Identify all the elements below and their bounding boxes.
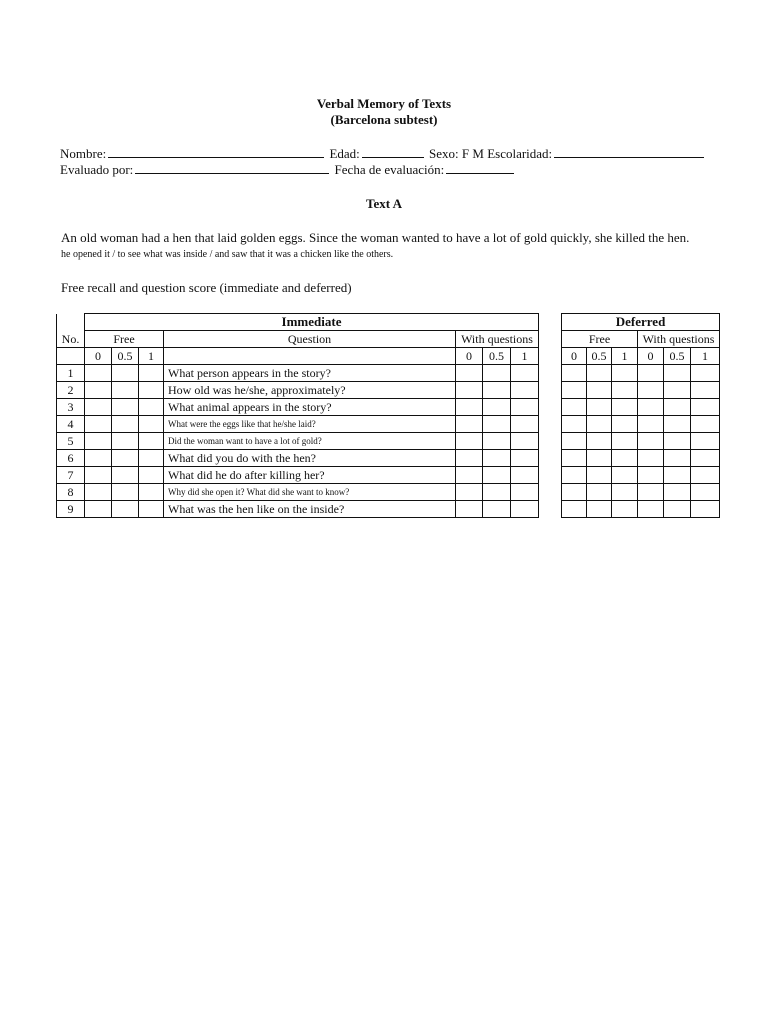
wq-score-0-5-cell[interactable]	[664, 365, 691, 382]
wq-score-1-cell[interactable]	[511, 484, 539, 501]
wq-score-0-cell[interactable]	[456, 450, 483, 467]
form-row-1	[60, 146, 706, 162]
table-row	[562, 382, 720, 399]
wq-score-1-cell[interactable]	[691, 382, 720, 399]
wq-score-0-cell[interactable]	[456, 501, 483, 518]
col-question-header: Question	[164, 331, 456, 348]
free-score-0-cell[interactable]	[85, 416, 112, 433]
table-row	[562, 501, 720, 518]
table-row	[562, 399, 720, 416]
wq-score-0-cell[interactable]	[456, 399, 483, 416]
free-score-0-cell[interactable]	[562, 450, 587, 467]
wq-score-0-5-cell[interactable]	[483, 450, 511, 467]
wq-score-0-5-cell[interactable]	[483, 382, 511, 399]
wq-score-0-5-cell[interactable]	[664, 484, 691, 501]
wq-score-0-cell[interactable]	[456, 416, 483, 433]
free-score-1-cell[interactable]	[139, 416, 164, 433]
wq-score-0-cell[interactable]	[456, 433, 483, 450]
table-header-row	[562, 331, 720, 348]
free-score-0-cell[interactable]	[85, 450, 112, 467]
free-score-0-cell[interactable]	[562, 484, 587, 501]
free-score-0-cell[interactable]	[562, 416, 587, 433]
wq-score-0-5-cell[interactable]	[483, 484, 511, 501]
row-number: 6	[57, 450, 85, 467]
free-score-0-cell[interactable]	[85, 501, 112, 518]
fecha-label: Fecha de evaluación:	[334, 162, 445, 177]
free-score-1-cell[interactable]	[612, 416, 638, 433]
row-number: 4	[57, 416, 85, 433]
free-score-0-cell[interactable]	[562, 433, 587, 450]
free-score-0-5-cell[interactable]	[112, 365, 139, 382]
free-score-1-cell[interactable]	[139, 467, 164, 484]
document-subtitle: (Barcelona subtest)	[330, 112, 438, 127]
table-row	[57, 450, 539, 467]
free-score-0-cell[interactable]	[85, 382, 112, 399]
free-score-1: 1	[139, 348, 164, 365]
wq-score-0-cell[interactable]	[638, 484, 664, 501]
score-levels-row: 0 0.5 1 0 0.5 1	[562, 348, 720, 365]
free-score-1-cell[interactable]	[139, 399, 164, 416]
form-row-2	[60, 162, 516, 178]
wq-score-0-5-cell[interactable]	[483, 399, 511, 416]
free-score-1-cell[interactable]	[612, 382, 638, 399]
free-score-0-cell[interactable]	[85, 365, 112, 382]
wq-score-1-cell[interactable]	[511, 416, 539, 433]
wq-score-0-5-cell[interactable]	[664, 450, 691, 467]
free-score-0-5-cell[interactable]	[587, 467, 612, 484]
wq-score-0-cell[interactable]	[638, 433, 664, 450]
free-score-0-5-cell[interactable]	[112, 399, 139, 416]
free-score-0-5-cell[interactable]	[112, 450, 139, 467]
free-score-0-cell[interactable]	[85, 433, 112, 450]
free-score-0-5-cell[interactable]	[587, 433, 612, 450]
question-text: Why did she open it? What did she want to know?	[164, 484, 456, 501]
free-score-1-cell[interactable]	[612, 484, 638, 501]
free-score-1-cell[interactable]	[139, 382, 164, 399]
wq-score-0-cell[interactable]	[638, 450, 664, 467]
nombre-field[interactable]	[108, 147, 324, 158]
question-text: Did the woman want to have a lot of gold?	[164, 433, 456, 450]
question-text: What were the eggs like that he/she laid?	[164, 416, 456, 433]
wq-score-0-cell[interactable]	[638, 501, 664, 518]
evaluado-field[interactable]	[135, 163, 329, 174]
table-row	[562, 467, 720, 484]
wq-score-0-5-cell[interactable]	[483, 433, 511, 450]
col-no-header: No.	[57, 331, 85, 348]
col-with-questions-header: With questions	[456, 331, 539, 348]
free-score-1-cell[interactable]	[139, 501, 164, 518]
table-row	[562, 484, 720, 501]
free-score-0-5-cell[interactable]	[587, 382, 612, 399]
col-free-header: Free	[85, 331, 164, 348]
free-score-1-cell[interactable]	[612, 365, 638, 382]
free-score-0-cell[interactable]	[85, 484, 112, 501]
wq-score-1-cell[interactable]	[691, 467, 720, 484]
free-score-0-5: 0.5	[112, 348, 139, 365]
wq-score-0-5-cell[interactable]	[664, 399, 691, 416]
sexo-escolaridad-label: Sexo: F M Escolaridad:	[429, 146, 553, 161]
free-score-0-cell[interactable]	[562, 365, 587, 382]
free-score-1-cell[interactable]	[612, 399, 638, 416]
free-score-0-5-cell[interactable]	[112, 501, 139, 518]
wq-score-1-cell[interactable]	[691, 416, 720, 433]
free-score-0-cell[interactable]	[85, 467, 112, 484]
edad-field[interactable]	[362, 147, 424, 158]
wq-score-0-cell[interactable]	[456, 484, 483, 501]
wq-score-0-5-cell[interactable]	[664, 416, 691, 433]
row-number: 9	[57, 501, 85, 518]
wq-score-1-cell[interactable]	[691, 484, 720, 501]
table-title-row	[57, 314, 539, 331]
table-row	[562, 450, 720, 467]
wq-score-0-cell[interactable]	[638, 382, 664, 399]
table-row	[57, 416, 539, 433]
free-score-1-cell[interactable]	[139, 484, 164, 501]
wq-score-1-cell[interactable]	[511, 501, 539, 518]
free-score-1-cell[interactable]	[612, 501, 638, 518]
row-number: 3	[57, 399, 85, 416]
table-row	[57, 433, 539, 450]
table-header-row	[57, 331, 539, 348]
wq-score-0-cell[interactable]	[638, 416, 664, 433]
wq-score-1-cell[interactable]	[691, 501, 720, 518]
free-score-1-cell[interactable]	[139, 433, 164, 450]
free-score-0-5-cell[interactable]	[587, 399, 612, 416]
free-score-1-cell[interactable]	[612, 467, 638, 484]
free-score-0-5-cell[interactable]	[587, 365, 612, 382]
wq-score-1-cell[interactable]	[511, 433, 539, 450]
immediate-score-table	[56, 313, 539, 518]
table-row	[57, 399, 539, 416]
free-score-1-cell[interactable]	[612, 450, 638, 467]
wq-score-1-cell[interactable]	[691, 399, 720, 416]
deferred-with-questions-header: With questions	[638, 331, 720, 348]
section-heading: Text A	[366, 196, 402, 211]
free-score-1-cell[interactable]	[139, 450, 164, 467]
wq-score-0-5-cell[interactable]	[483, 501, 511, 518]
table-row	[562, 416, 720, 433]
question-text: How old was he/she, approximately?	[164, 382, 456, 399]
wq-score-0-5-cell[interactable]	[664, 467, 691, 484]
wq-score-1-cell[interactable]	[511, 467, 539, 484]
wq-score-0-cell[interactable]	[638, 365, 664, 382]
deferred-score-table	[561, 313, 720, 518]
wq-score-0-cell[interactable]	[638, 399, 664, 416]
wq-score-0-cell[interactable]	[456, 467, 483, 484]
free-score-0-5-cell[interactable]	[112, 382, 139, 399]
question-text: What animal appears in the story?	[164, 399, 456, 416]
wq-score-0-5-cell[interactable]	[664, 501, 691, 518]
immediate-title: Immediate	[85, 314, 539, 331]
free-score-0-5-cell[interactable]	[587, 450, 612, 467]
row-number: 5	[57, 433, 85, 450]
table-row	[562, 365, 720, 382]
wq-score-0-5: 0.5	[483, 348, 511, 365]
wq-score-0-5-cell[interactable]	[664, 382, 691, 399]
row-number: 2	[57, 382, 85, 399]
escolaridad-field[interactable]	[554, 147, 704, 158]
free-score-1-cell[interactable]	[139, 365, 164, 382]
free-score-0-5-cell[interactable]	[587, 501, 612, 518]
document-title: Verbal Memory of Texts	[316, 96, 452, 111]
free-score-1-cell[interactable]	[612, 433, 638, 450]
question-text: What did he do after killing her?	[164, 467, 456, 484]
free-score-0-cell[interactable]	[562, 382, 587, 399]
free-score-0-cell[interactable]	[562, 399, 587, 416]
free-score-0-5-cell[interactable]	[587, 416, 612, 433]
table-row	[562, 433, 720, 450]
table-row	[57, 467, 539, 484]
wq-score-0: 0	[456, 348, 483, 365]
score-label: Free recall and question score (immediate and deferred)	[61, 280, 352, 295]
wq-score-1-cell[interactable]	[511, 399, 539, 416]
free-score-0-5-cell[interactable]	[587, 484, 612, 501]
free-score-0-5-cell[interactable]	[112, 467, 139, 484]
fecha-field[interactable]	[446, 163, 514, 174]
free-score-0: 0	[85, 348, 112, 365]
question-text: What did you do with the hen?	[164, 450, 456, 467]
free-score-0-cell[interactable]	[562, 501, 587, 518]
wq-score-1-cell[interactable]	[511, 365, 539, 382]
evaluado-label: Evaluado por:	[60, 162, 134, 177]
wq-score-1-cell[interactable]	[691, 365, 720, 382]
row-number: 1	[57, 365, 85, 382]
wq-score-1-cell[interactable]	[691, 450, 720, 467]
question-text: What was the hen like on the inside?	[164, 501, 456, 518]
deferred-free-header: Free	[562, 331, 638, 348]
wq-score-0-cell[interactable]	[638, 467, 664, 484]
table-title-row	[562, 314, 720, 331]
free-score-0-cell[interactable]	[85, 399, 112, 416]
edad-label: Edad:	[329, 146, 360, 161]
wq-score-1-cell[interactable]	[691, 433, 720, 450]
wq-score-0-cell[interactable]	[456, 382, 483, 399]
score-levels-row	[57, 348, 539, 365]
free-score-0-5-cell[interactable]	[112, 484, 139, 501]
wq-score-1-cell[interactable]	[511, 450, 539, 467]
question-text: What person appears in the story?	[164, 365, 456, 382]
wq-score-0-5-cell[interactable]	[483, 416, 511, 433]
free-score-0-5-cell[interactable]	[112, 416, 139, 433]
wq-score-1: 1	[511, 348, 539, 365]
story-line-1: An old woman had a hen that laid golden eggs. Since the woman wanted to have a lot of gold quickly, she killed the hen.	[61, 230, 690, 245]
table-row	[57, 365, 539, 382]
wq-score-0-cell[interactable]	[456, 365, 483, 382]
free-score-0-cell[interactable]	[562, 467, 587, 484]
story-line-2: he opened it / to see what was inside / and saw that it was a chicken like the others.	[61, 249, 394, 260]
nombre-label: Nombre:	[60, 146, 107, 161]
free-score-0-5-cell[interactable]	[112, 433, 139, 450]
wq-score-0-5-cell[interactable]	[664, 433, 691, 450]
table-row	[57, 501, 539, 518]
row-number: 8	[57, 484, 85, 501]
wq-score-0-5-cell[interactable]	[483, 365, 511, 382]
table-row	[57, 484, 539, 501]
row-number: 7	[57, 467, 85, 484]
table-row	[57, 382, 539, 399]
wq-score-1-cell[interactable]	[511, 382, 539, 399]
wq-score-0-5-cell[interactable]	[483, 467, 511, 484]
deferred-title: Deferred	[562, 314, 720, 331]
